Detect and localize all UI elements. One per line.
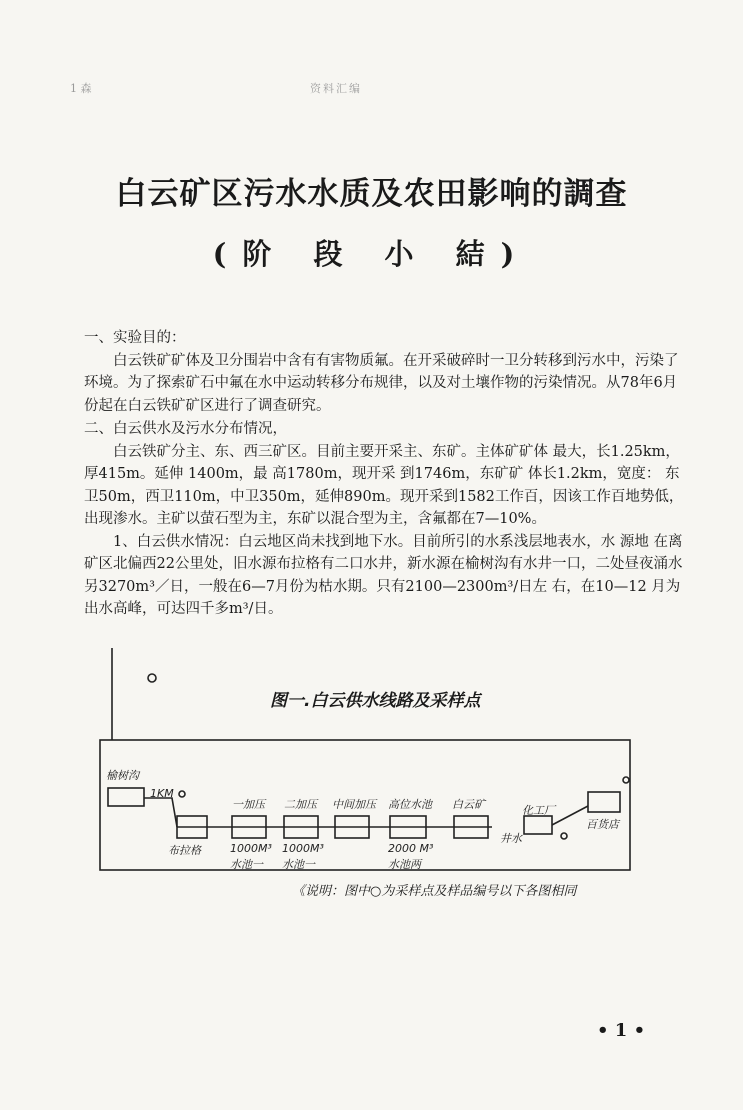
- label-station1: 一加压: [232, 798, 265, 811]
- section-heading: 一、实验目的：: [84, 330, 186, 346]
- section-heading: 二、白云供水及污水分布情况，: [84, 421, 287, 437]
- label-pool2-cap: 1000M³: [282, 842, 324, 855]
- source-box: [108, 788, 144, 806]
- label-pool2-name: 水池一: [282, 858, 315, 871]
- label-pool1-cap: 1000M³: [230, 842, 272, 855]
- paragraph: 白云铁矿矿体及卫分围岩中含有有害物质氟。在开采破碎时一卫分转移到污水中，污染了环境。为了探索矿石中氟在水中运动转移分布规律，以及对土壤作物的污染情况。从78年6月份起在白云铁矿矿区进行了调查研究。: [84, 352, 679, 414]
- label-distance: 1KM: [150, 787, 174, 800]
- label-station4: 高位水池: [388, 798, 432, 811]
- label-pool3-name: 水池两: [388, 858, 421, 871]
- label-source: 榆树沟: [106, 769, 139, 782]
- box-factory: [524, 816, 552, 834]
- label-well: 井水: [500, 832, 522, 845]
- diagram-note: 《说明：图中○为采样点及样品编号以下各图相同: [292, 884, 577, 899]
- pipe-segment: [144, 798, 177, 827]
- label-bulage: 布拉格: [168, 844, 201, 857]
- label-station2: 二加压: [284, 798, 317, 811]
- sample-point: [561, 833, 567, 839]
- box-store: [588, 792, 620, 812]
- page-number: • 1 •: [597, 1020, 646, 1041]
- label-store: 百货店: [586, 818, 619, 831]
- paragraph: 白云铁矿分主、东、西三矿区。目前主要开采主、东矿。主体矿矿体 最大，长1.25km，厚415m。延伸 1400m，最 高1780m，现开采 到1746m，东矿矿 体长1.2km，宽度： 东 卫50m，西卫110m，中卫350m，延伸890m。现开采到1582工作百，因该工作百地势低，出现渗水。主矿以萤石型为主，东矿以混合型为主，含氟都在7—10%。: [84, 443, 684, 527]
- diagram-title: 图一.白云供水线路及采样点: [270, 691, 481, 711]
- running-header: [70, 80, 670, 98]
- label-pool3-cap: 2000 M³: [388, 842, 434, 855]
- label-pool1-name: 水池一: [230, 858, 263, 871]
- label-station3: 中间加压: [332, 798, 376, 811]
- label-station5: 白云矿: [452, 798, 485, 811]
- sample-point: [623, 777, 629, 783]
- document-subtitle: (阶 段 小 結): [212, 237, 531, 271]
- paragraph: 1、白云供水情况：白云地区尚未找到地下水。目前所引的水系浅层地表水，水 源地 在离矿区北偏西22公里处，旧水源布拉格有二口水井，新水源在榆树沟有水井一口，二处昼夜涌水另3270m³／日，一般在6—7月份为枯水期。只有2100—2300m³/日左 右，在10—12 月为出水高峰，可达四千多m³/日。: [84, 533, 683, 617]
- sample-point: [148, 674, 156, 682]
- header-center-text: 资料汇编: [310, 82, 362, 95]
- water-supply-diagram: [92, 630, 652, 930]
- header-left-text: 1 森: [70, 82, 92, 95]
- label-factory: 化工厂: [522, 804, 555, 817]
- section-water-distribution: [84, 418, 684, 621]
- section-purpose: [84, 327, 684, 417]
- document-title: 白云矿区污水水质及农田影响的調查: [115, 176, 628, 212]
- sample-point: [179, 791, 185, 797]
